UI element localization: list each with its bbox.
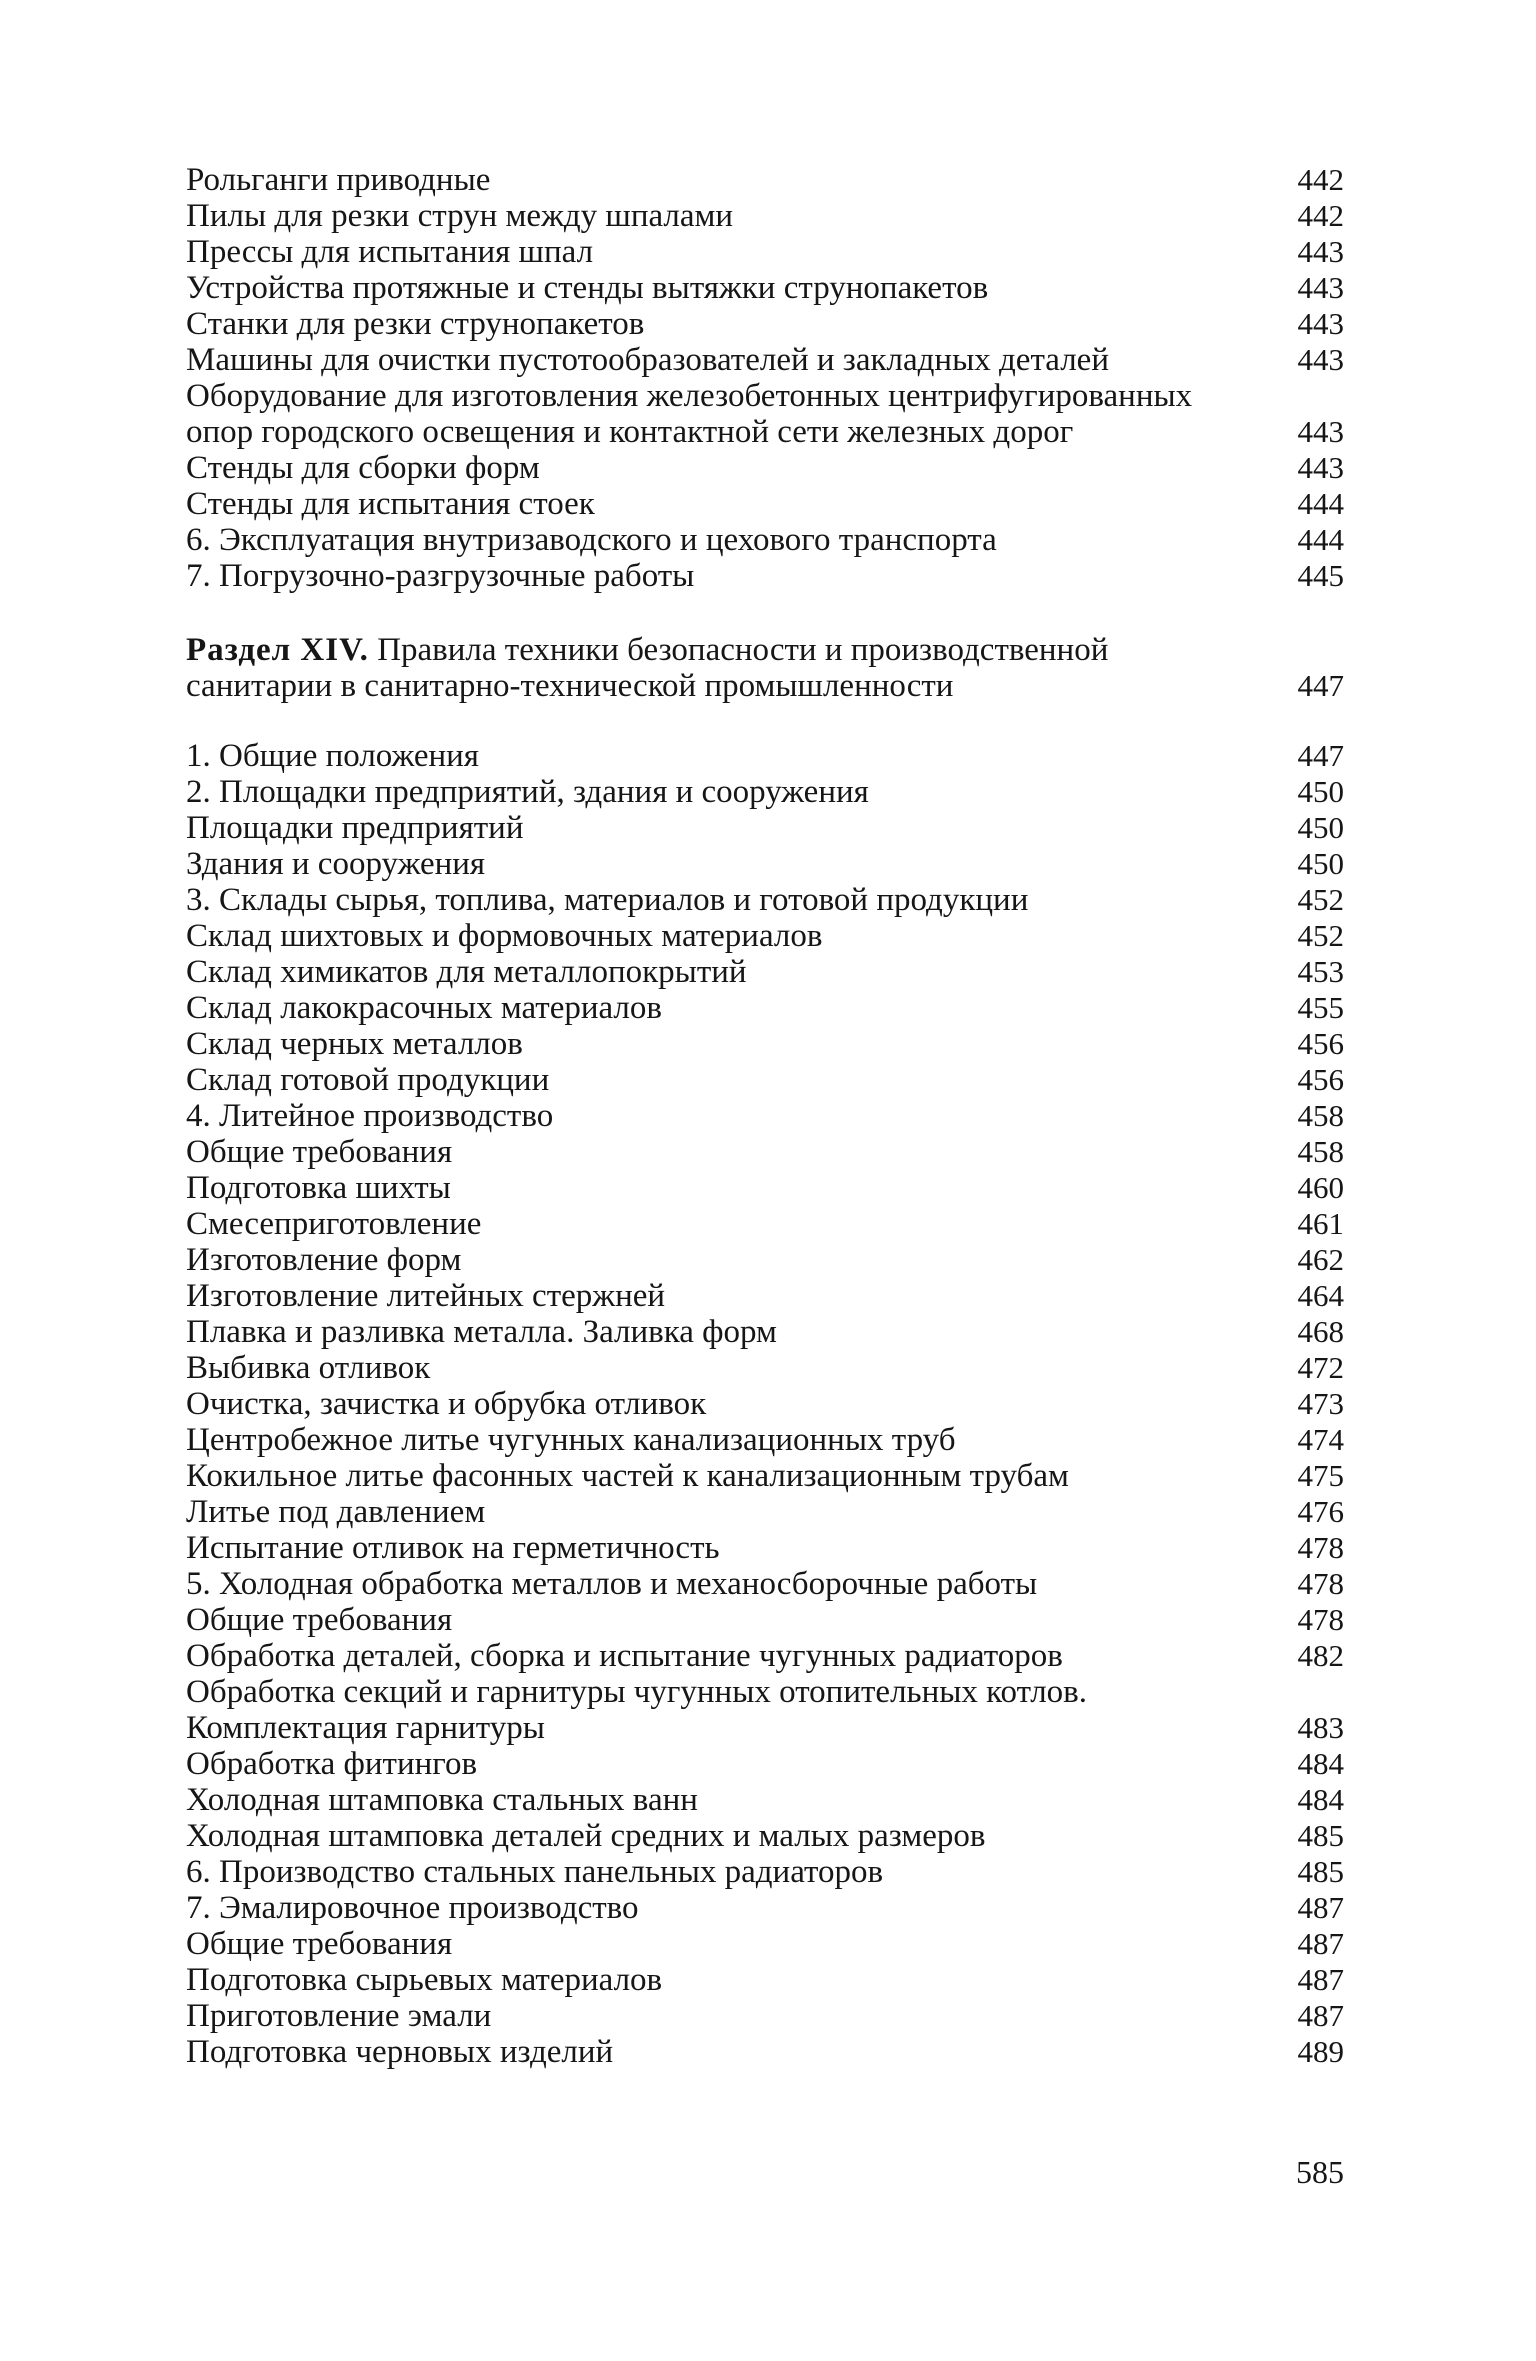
section-heading (186, 632, 1350, 704)
toc-entry (186, 1098, 1350, 1134)
toc-entry-page: 443 (1297, 270, 1344, 305)
toc-entry-page: 442 (1297, 198, 1344, 233)
toc-entry-page: 458 (1297, 1098, 1344, 1133)
toc-entry-title: Общие требования (186, 1926, 453, 1962)
toc-entry-page: 443 (1297, 414, 1344, 449)
toc-entry-page: 478 (1297, 1566, 1344, 1601)
toc-entry-title: Склад черных металлов (186, 1026, 523, 1062)
toc-entry-title: 7. Погрузочно-разгрузочные работы (186, 558, 695, 594)
toc-entry (186, 1170, 1350, 1206)
toc-entry (186, 198, 1350, 234)
toc-entry-title: 6. Производство стальных панельных радиаторов (186, 1854, 884, 1890)
section-heading-text (186, 632, 1248, 704)
toc-entry (186, 234, 1350, 270)
toc-entry (186, 1422, 1350, 1458)
toc-entry-title: Склад шихтовых и формовочных материалов (186, 918, 823, 954)
toc-entry (186, 2034, 1350, 2070)
toc-entry-title: Испытание отливок на герметичность (186, 1530, 720, 1566)
toc-entry (186, 522, 1350, 558)
toc-entry (186, 1638, 1350, 1674)
toc-entry (186, 1746, 1350, 1782)
toc-entry-title: Плавка и разливка металла. Заливка форм (186, 1314, 777, 1350)
toc-entry-page: 485 (1297, 1854, 1344, 1889)
toc-entry-page: 444 (1297, 486, 1344, 521)
toc-entry-page: 443 (1297, 234, 1344, 269)
toc-entry-page: 464 (1297, 1278, 1344, 1313)
toc-entry (186, 1818, 1350, 1854)
toc-entry-title: Общие требования (186, 1602, 453, 1638)
toc-entry-page: 456 (1297, 1062, 1344, 1097)
toc-entry-page: 450 (1297, 810, 1344, 845)
page-number: 585 (1296, 2154, 1344, 2190)
toc-entry-title: Подготовка сырьевых материалов (186, 1962, 663, 1998)
toc-entry-page: 483 (1297, 1710, 1344, 1745)
toc-entry-page: 487 (1297, 1998, 1344, 2033)
toc-entry-title: 7. Эмалировочное производство (186, 1890, 639, 1926)
toc-entry-page: 485 (1297, 1818, 1344, 1853)
toc-entry (186, 918, 1350, 954)
toc-entry-page: 487 (1297, 1962, 1344, 1997)
toc-entry (186, 1350, 1350, 1386)
toc-entry (186, 1314, 1350, 1350)
toc-entry-title: Прессы для испытания шпал (186, 234, 594, 270)
toc-entry (186, 1890, 1350, 1926)
toc-entry (186, 1386, 1350, 1422)
toc-entry-title: Кокильное литье фасонных частей к канализационным трубам (186, 1458, 1069, 1494)
toc-entry-page: 474 (1297, 1422, 1344, 1457)
toc-entry (186, 1566, 1350, 1602)
toc-entry-page: 453 (1297, 954, 1344, 989)
toc-entry-page: 450 (1297, 846, 1344, 881)
toc-entry-title: Изготовление литейных стержней (186, 1278, 666, 1314)
toc-entry-page: 444 (1297, 522, 1344, 557)
toc-entry-title: Устройства протяжные и стенды вытяжки струнопакетов (186, 270, 989, 306)
table-of-contents (186, 162, 1350, 2070)
toc-entry-page: 478 (1297, 1602, 1344, 1637)
toc-entry-page: 487 (1297, 1890, 1344, 1925)
toc-entry-title: Площадки предприятий (186, 810, 524, 846)
toc-entry (186, 342, 1350, 378)
toc-entry-page: 484 (1297, 1782, 1344, 1817)
toc-entry-page: 462 (1297, 1242, 1344, 1277)
toc-entry-title: Оборудование для изготовления железобетонных центрифугированных опор городского освещения и контактной сети железных дорог (186, 378, 1193, 450)
toc-entry (186, 450, 1350, 486)
toc-entry-title: Общие требования (186, 1134, 453, 1170)
section-label: Раздел XIV. (186, 632, 369, 668)
toc-entry-page: 487 (1297, 1926, 1344, 1961)
toc-entry (186, 1674, 1350, 1746)
toc-entry (186, 1242, 1350, 1278)
toc-entry (186, 1206, 1350, 1242)
toc-entry (186, 162, 1350, 198)
toc-entry (186, 738, 1350, 774)
toc-entry (186, 1998, 1350, 2034)
toc-entry-page: 484 (1297, 1746, 1344, 1781)
toc-entry-title: Обработка деталей, сборка и испытание чугунных радиаторов (186, 1638, 1063, 1674)
toc-entry-title: Подготовка шихты (186, 1170, 451, 1206)
toc-entry-title: Центробежное литье чугунных канализационных труб (186, 1422, 956, 1458)
toc-entry-page: 461 (1297, 1206, 1344, 1241)
toc-entry-title: Склад готовой продукции (186, 1062, 550, 1098)
toc-entry-title: 2. Площадки предприятий, здания и сооружения (186, 774, 869, 810)
toc-entry-page: 445 (1297, 558, 1344, 593)
toc-entry-title: 5. Холодная обработка металлов и механосборочные работы (186, 1566, 1038, 1602)
toc-entry (186, 1278, 1350, 1314)
toc-entry-title: Литье под давлением (186, 1494, 486, 1530)
section-page: 447 (1297, 668, 1344, 703)
toc-entry-page: 489 (1297, 2034, 1344, 2069)
toc-entry-page: 460 (1297, 1170, 1344, 1205)
toc-entry (186, 1854, 1350, 1890)
toc-entry-page: 452 (1297, 918, 1344, 953)
toc-entry-page: 443 (1297, 306, 1344, 341)
toc-entry (186, 1458, 1350, 1494)
toc-entry (186, 774, 1350, 810)
toc-entry-title: Стенды для испытания стоек (186, 486, 595, 522)
toc-entry (186, 1926, 1350, 1962)
toc-entry (186, 270, 1350, 306)
toc-entry (186, 1530, 1350, 1566)
toc-entry-page: 468 (1297, 1314, 1344, 1349)
toc-entry (186, 1062, 1350, 1098)
toc-entry-title: 6. Эксплуатация внутризаводского и цехового транспорта (186, 522, 997, 558)
toc-entry-page: 478 (1297, 1530, 1344, 1565)
toc-entry-page: 456 (1297, 1026, 1344, 1061)
toc-entry-page: 455 (1297, 990, 1344, 1025)
toc-entry (186, 558, 1350, 594)
toc-entry-page: 458 (1297, 1134, 1344, 1169)
toc-entry-title: Здания и сооружения (186, 846, 486, 882)
toc-entry-page: 452 (1297, 882, 1344, 917)
toc-entry (186, 306, 1350, 342)
toc-entry-title: Склад химикатов для металлопокрытий (186, 954, 747, 990)
toc-entry-title: 3. Склады сырья, топлива, материалов и готовой продукции (186, 882, 1029, 918)
toc-entry-title: Пилы для резки струн между шпалами (186, 198, 734, 234)
toc-entry (186, 846, 1350, 882)
spacer (186, 594, 1350, 632)
toc-entry (186, 1782, 1350, 1818)
toc-entry-title: 4. Литейное производство (186, 1098, 554, 1134)
toc-entry (186, 1026, 1350, 1062)
toc-entry (186, 1494, 1350, 1530)
toc-entry-title: Подготовка черновых изделий (186, 2034, 614, 2070)
toc-entry-title: Обработка фитингов (186, 1746, 478, 1782)
toc-entry (186, 1962, 1350, 1998)
toc-entry-title: Изготовление форм (186, 1242, 462, 1278)
toc-entry (186, 1134, 1350, 1170)
toc-entry-page: 476 (1297, 1494, 1344, 1529)
toc-entry (186, 486, 1350, 522)
toc-entry (186, 882, 1350, 918)
toc-entry (186, 378, 1350, 450)
toc-entry-page: 472 (1297, 1350, 1344, 1385)
toc-entry-page: 450 (1297, 774, 1344, 809)
toc-entry-page: 473 (1297, 1386, 1344, 1421)
spacer (186, 704, 1350, 738)
toc-entry-title: Стенды для сборки форм (186, 450, 540, 486)
toc-entry-title: Станки для резки струнопакетов (186, 306, 645, 342)
toc-entry-page: 443 (1297, 342, 1344, 377)
toc-entry-title: Склад лакокрасочных материалов (186, 990, 662, 1026)
toc-entry (186, 810, 1350, 846)
toc-entry (186, 954, 1350, 990)
toc-entry-title: Холодная штамповка деталей средних и малых размеров (186, 1818, 986, 1854)
toc-entry-title: 1. Общие положения (186, 738, 479, 774)
toc-entry-page: 447 (1297, 738, 1344, 773)
toc-entry-title: Машины для очистки пустотообразователей и закладных деталей (186, 342, 1109, 378)
toc-entry-page: 443 (1297, 450, 1344, 485)
toc-entry-title: Рольганги приводные (186, 162, 491, 198)
toc-entry (186, 1602, 1350, 1638)
toc-entry-title: Выбивка отливок (186, 1350, 431, 1386)
toc-entry-page: 442 (1297, 162, 1344, 197)
toc-entry-page: 475 (1297, 1458, 1344, 1493)
toc-entry-title: Холодная штамповка стальных ванн (186, 1782, 698, 1818)
toc-entry-title: Очистка, зачистка и обрубка отливок (186, 1386, 707, 1422)
toc-entry-title: Обработка секций и гарнитуры чугунных отопительных котлов. Комплектация гарнитуры (186, 1674, 1087, 1746)
toc-entry-title: Смесеприготовление (186, 1206, 482, 1242)
toc-entry-page: 482 (1297, 1638, 1344, 1673)
section-title: Правила техники безопасности и производственной санитарии в санитарно-технической промышленности (186, 632, 1109, 704)
toc-entry (186, 990, 1350, 1026)
toc-entry-title: Приготовление эмали (186, 1998, 492, 2034)
